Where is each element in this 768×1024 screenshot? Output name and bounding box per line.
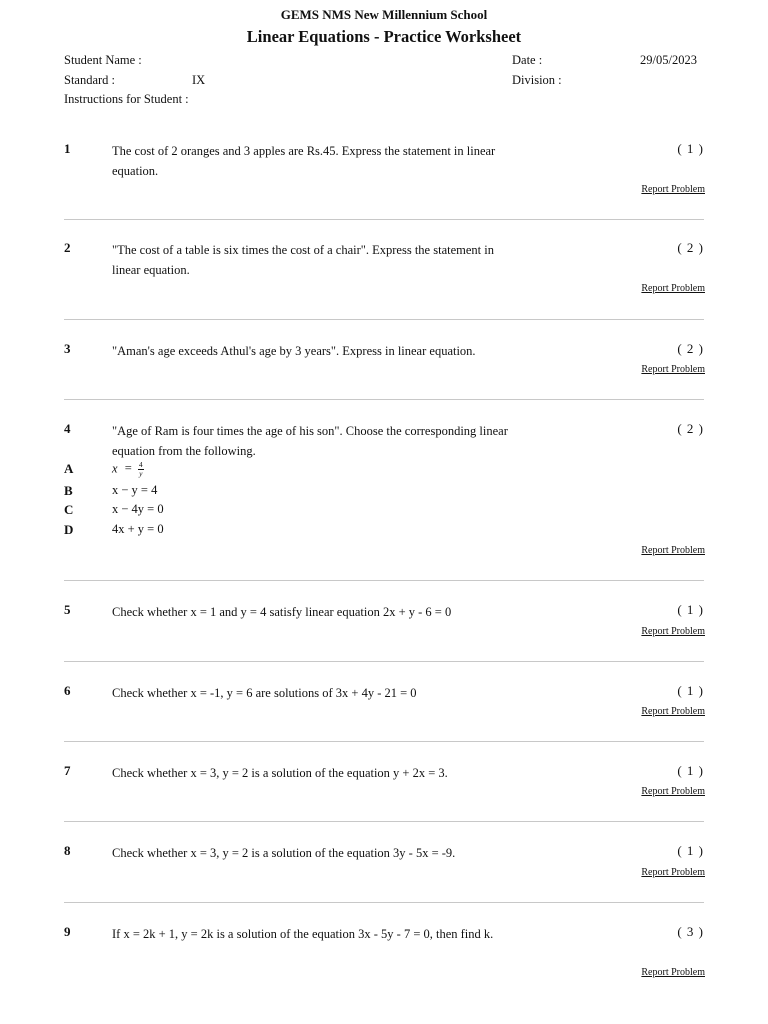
divider (64, 219, 704, 220)
report-problem-link-5[interactable]: Report Problem (641, 626, 705, 637)
option-a[interactable] (0, 461, 768, 481)
date-label: Date : (512, 53, 543, 67)
report-problem-link-2[interactable]: Report Problem (641, 283, 705, 294)
question-text: Check whether x = 1 and y = 4 satisfy linear equation 2x + y - 6 = 0 (112, 605, 452, 619)
divider (64, 319, 704, 320)
page-title: Linear Equations - Practice Worksheet (246, 27, 522, 46)
report-problem-link-6[interactable]: Report Problem (641, 706, 705, 717)
question-number: 9 (64, 924, 71, 939)
question-marks: ( 1 ) (677, 683, 704, 698)
question-marks: ( 1 ) (677, 763, 704, 778)
divider (64, 902, 704, 903)
report-problem-link-4[interactable]: Report Problem (641, 545, 705, 556)
date-value: 29/05/2023 (640, 53, 697, 67)
fraction (138, 461, 144, 478)
question-number: 2 (64, 240, 71, 255)
question-number: 3 (64, 341, 71, 356)
question-marks: ( 2 ) (677, 421, 704, 436)
question-marks: ( 1 ) (677, 141, 704, 156)
question-text: Check whether x = 3, y = 2 is a solution of the equation y + 2x = 3. (112, 766, 448, 780)
equation-lhs: x (112, 461, 118, 476)
divider (64, 399, 704, 400)
report-problem-link-1[interactable]: Report Problem (641, 184, 705, 195)
question-number: 8 (64, 843, 71, 858)
option-b[interactable] (0, 483, 768, 503)
question-marks: ( 3 ) (677, 924, 704, 939)
question-marks: ( 1 ) (677, 602, 704, 617)
question-text: Check whether x = -1, y = 6 are solutions of 3x + 4y - 21 = 0 (112, 686, 417, 700)
question-number: 6 (64, 683, 71, 698)
option-text: x − 4y = 0 (112, 502, 164, 516)
school-name: GEMS NMS New Millennium School (280, 7, 488, 22)
option-letter: C (64, 502, 74, 517)
question-text: "The cost of a table is six times the cost of a chair". Express the statement in linear equation. (112, 243, 494, 277)
question-number: 4 (64, 421, 71, 436)
divider (64, 661, 704, 662)
divider (64, 580, 704, 581)
question-number: 1 (64, 141, 71, 156)
equals-sign: = (124, 461, 132, 476)
report-problem-link-3[interactable]: Report Problem (641, 364, 705, 375)
option-text (112, 461, 144, 478)
report-problem-link-9[interactable]: Report Problem (641, 967, 705, 978)
instructions-label: Instructions for Student : (64, 92, 189, 106)
division-label: Division : (512, 73, 562, 87)
question-marks: ( 2 ) (677, 240, 704, 255)
option-letter: A (64, 461, 74, 476)
question-number: 5 (64, 602, 71, 617)
question-text: "Aman's age exceeds Athul's age by 3 years". Express in linear equation. (112, 344, 476, 358)
option-c[interactable] (0, 502, 768, 522)
question-marks: ( 1 ) (677, 843, 704, 858)
option-d[interactable] (0, 522, 768, 542)
option-text: x − y = 4 (112, 483, 158, 497)
fraction-numerator: 4 (138, 460, 143, 469)
option-text: 4x + y = 0 (112, 522, 164, 536)
standard-value: IX (192, 73, 206, 87)
standard-label: Standard : (64, 73, 116, 87)
student-name-label: Student Name : (64, 53, 142, 67)
divider (64, 821, 704, 822)
option-letter: D (64, 522, 74, 537)
fraction-denominator: y (139, 469, 143, 478)
question-marks: ( 2 ) (677, 341, 704, 356)
question-text: "Age of Ram is four times the age of his son". Choose the corresponding linear equation from the following. (112, 424, 508, 458)
question-text: The cost of 2 oranges and 3 apples are Rs.45. Express the statement in linear equation. (112, 144, 496, 178)
report-problem-link-7[interactable]: Report Problem (641, 786, 705, 797)
report-problem-link-8[interactable]: Report Problem (641, 867, 705, 878)
question-text: Check whether x = 3, y = 2 is a solution of the equation 3y - 5x = -9. (112, 846, 456, 860)
option-letter: B (64, 483, 73, 498)
question-text: If x = 2k + 1, y = 2k is a solution of the equation 3x - 5y - 7 = 0, then find k. (112, 927, 494, 941)
question-number: 7 (64, 763, 71, 778)
divider (64, 741, 704, 742)
